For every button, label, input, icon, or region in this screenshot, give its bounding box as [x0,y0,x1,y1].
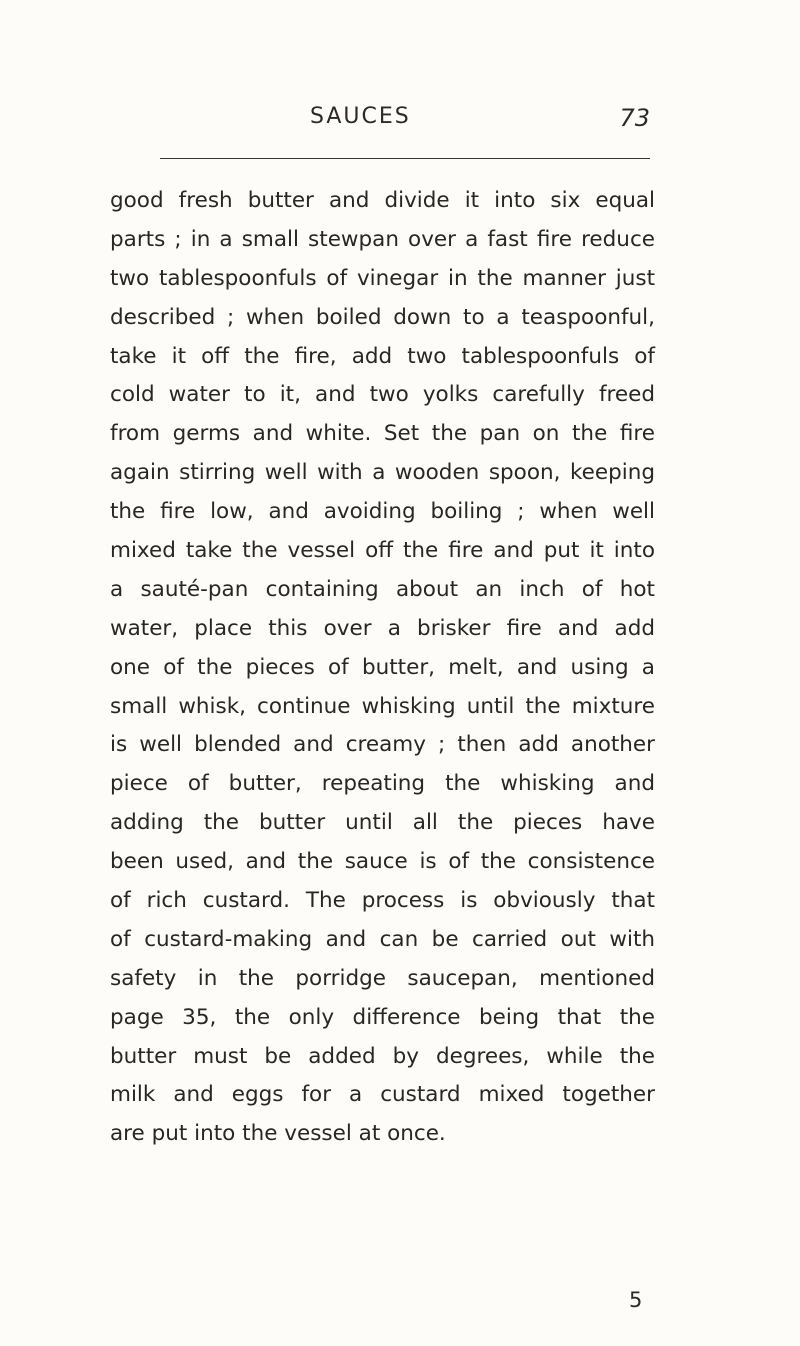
text-line: one of the pieces of butter, melt, and using a [110,654,655,680]
text-line: butter must be added by degrees, while the [110,1043,655,1069]
text-line: small whisk, continue whisking until the mixture [110,693,655,719]
text-line: described ; when boiled down to a teaspoonful, [110,304,655,330]
text-line: of custard-making and can be carried out with [110,926,655,952]
text-line: again stirring well with a wooden spoon, keeping [110,460,655,486]
text-line: adding the butter until all the pieces have [110,810,655,836]
text-line: from germs and white. Set the pan on the fire [110,421,655,447]
text-line: of rich custard. The process is obviously that [110,888,655,914]
text-line: water, place this over a brisker fire and add [110,615,655,641]
text-line: take it off the fire, add two tablespoonfuls of [110,343,655,369]
text-line: a sauté-pan containing about an inch of hot [110,576,655,602]
text-line: is well blended and creamy ; then add another [110,732,655,758]
text-line: piece of butter, repeating the whisking and [110,771,655,797]
text-line: good fresh butter and divide it into six equal [110,188,655,213]
text-line: two tablespoonfuls of vinegar in the manner just [110,265,655,291]
signature-mark: 5 [629,1288,643,1312]
body-paragraph [110,182,655,1154]
running-head [300,104,660,144]
text-line: milk and eggs for a custard mixed together [110,1082,655,1108]
page-number: 73 [619,104,650,132]
text-line: mixed take the vessel off the fire and put it into [110,538,655,564]
text-line: parts ; in a small stewpan over a fast fire reduce [110,226,655,252]
running-title: SAUCES [310,104,411,129]
text-line: safety in the porridge saucepan, mentioned [110,965,655,991]
text-line: page 35, the only difference being that the [110,1004,655,1030]
header-rule [160,158,650,159]
text-line: been used, and the sauce is of the consistence [110,849,655,875]
text-line: cold water to it, and two yolks carefully freed [110,382,655,408]
text-line: the fire low, and avoiding boiling ; when well [110,499,655,525]
text-line-last: are put into the vessel at once. [110,1121,446,1147]
